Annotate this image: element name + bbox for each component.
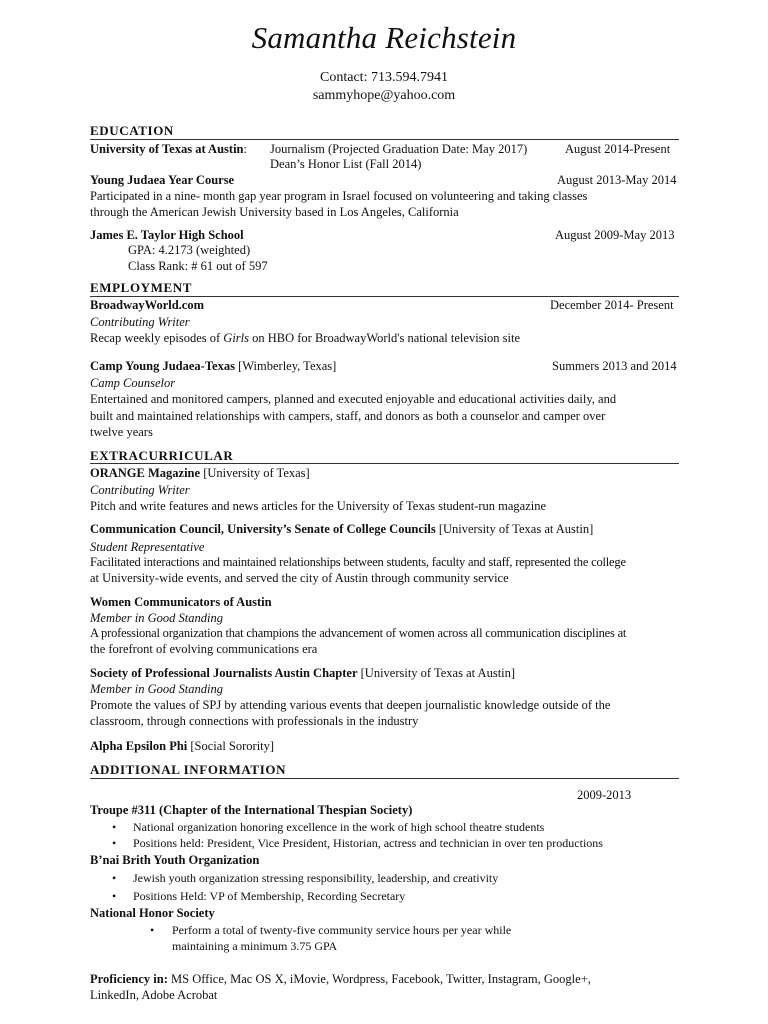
women-desc-1: A professional organization that champions the advancement of women across all communication disciplines at [90,626,627,640]
camp-desc-2: built and maintained relationships with campers, staff, and donors as both a counselor and camper over [90,409,606,423]
council-title: Communication Council, University’s Senate of College Councils [90,522,436,536]
proficiency-list-2: LinkedIn, Adobe Acrobat [90,988,218,1002]
ut-honor: Dean’s Honor List (Fall 2014) [270,157,422,171]
orange-desc: Pitch and write features and news articles for the University of Texas student-run magazine [90,499,547,513]
bullet-icon: • [112,889,117,903]
additional-heading: ADDITIONAL INFORMATION [90,762,287,777]
nhs-bullet-1b: maintaining a minimum 3.75 GPA [172,939,338,953]
additional-rule [90,778,679,779]
extracurricular-rule [90,463,679,464]
employment-heading: EMPLOYMENT [90,280,193,295]
employment-rule [90,296,679,297]
bw-title: BroadwayWorld.com [90,298,205,312]
council-desc-1: Facilitated interactions and maintained relationships between students, faculty and staff, represented the college [90,555,626,569]
aep-title: Alpha Epsilon Phi [90,739,188,753]
taylor-dates: August 2009-May 2013 [555,228,675,242]
aep-loc: [Social Sorority] [187,739,275,753]
proficiency-line-1 [90,972,591,987]
bullet-icon: • [112,836,117,850]
orange-role: Contributing Writer [90,483,190,497]
camp-title: Camp Young Judaea-Texas [90,359,235,373]
bw-desc [90,331,520,346]
council-loc: [University of Texas at Austin] [435,522,594,536]
yjyc-desc-2: through the American Jewish University based in Los Angeles, California [90,205,459,219]
yjyc-desc-1: Participated in a nine- month gap year program in Israel focused on volunteering and taking classes [90,189,588,203]
troupe-title: Troupe #311 (Chapter of the International Thespian Society) [90,803,413,817]
bullet-icon: • [112,871,117,885]
spj-desc-1: Promote the values of SPJ by attending various events that deepen journalistic knowledge outside of the [90,698,611,712]
camp-desc-3: twelve years [90,425,153,439]
bullet-icon: • [112,820,117,834]
bullet-icon: • [150,923,155,937]
yjyc-dates: August 2013-May 2014 [557,173,677,187]
proficiency-label: Proficiency in: [90,972,168,986]
spj-loc: [University of Texas at Austin] [357,666,516,680]
taylor-title: James E. Taylor High School [90,228,244,242]
council-heading [90,522,593,537]
contact-phone: Contact: 713.594.7941 [320,70,448,85]
contact-email: sammyhope@yahoo.com [312,88,456,103]
bbyo-bullet-2: Positions Held: VP of Membership, Recording Secretary [133,889,406,903]
nhs-title: National Honor Society [90,906,215,920]
women-role: Member in Good Standing [90,611,223,625]
women-desc-2: the forefront of evolving communications era [90,642,318,656]
bw-role: Contributing Writer [90,315,190,329]
aep-heading [90,739,274,754]
women-title: Women Communicators of Austin [90,595,272,609]
bw-dates: December 2014- Present [550,298,674,312]
ut-entry [90,142,247,157]
orange-heading [90,466,310,481]
spj-heading [90,666,515,681]
education-heading: EDUCATION [90,123,174,138]
nhs-bullet-1a: Perform a total of twenty-five community service hours per year while [172,923,512,937]
spj-title: Society of Professional Journalists Austin Chapter [90,666,358,680]
taylor-rank: Class Rank: # 61 out of 597 [128,259,268,273]
extracurricular-heading: EXTRACURRICULAR [90,448,234,463]
resume-name: Samantha Reichstein [251,20,517,55]
camp-loc: [Wimberley, Texas] [234,359,337,373]
bw-desc-pre: Recap weekly episodes of [90,331,224,345]
council-desc-2: at University-wide events, and served the city of Austin through community service [90,571,509,585]
proficiency-list-1: MS Office, Mac OS X, iMovie, Wordpress, Facebook, Twitter, Instagram, Google+, [167,972,591,986]
bw-desc-show: Girls [223,331,249,345]
troupe-bullet-2: Positions held: President, Vice President, Historian, actress and technician in over ten productions [133,836,603,850]
bbyo-title: B’nai Brith Youth Organization [90,853,260,867]
yjyc-title: Young Judaea Year Course [90,173,235,187]
camp-role: Camp Counselor [90,376,176,390]
camp-heading [90,359,336,374]
ut-school: University of Texas at Austin [90,142,244,156]
orange-title: ORANGE Magazine [90,466,201,480]
orange-loc: [University of Texas] [200,466,310,480]
bbyo-bullet-1: Jewish youth organization stressing responsibility, leadership, and creativity [133,871,499,885]
education-rule [90,139,679,140]
spj-role: Member in Good Standing [90,682,223,696]
council-role: Student Representative [90,540,205,554]
camp-dates: Summers 2013 and 2014 [552,359,677,373]
bw-desc-post: on HBO for BroadwayWorld's national television site [249,331,520,345]
ut-dates: August 2014-Present [565,142,671,156]
ut-program: Journalism (Projected Graduation Date: May 2017) [270,142,528,156]
troupe-bullet-1: National organization honoring excellence in the work of high school theatre students [133,820,545,834]
additional-dates: 2009-2013 [577,788,632,802]
taylor-gpa: GPA: 4.2173 (weighted) [128,243,251,257]
camp-desc-1: Entertained and monitored campers, planned and executed enjoyable and educational activities daily, and [90,392,617,406]
ut-colon: : [243,142,247,156]
spj-desc-2: classroom, through connections with professionals in the industry [90,714,419,728]
